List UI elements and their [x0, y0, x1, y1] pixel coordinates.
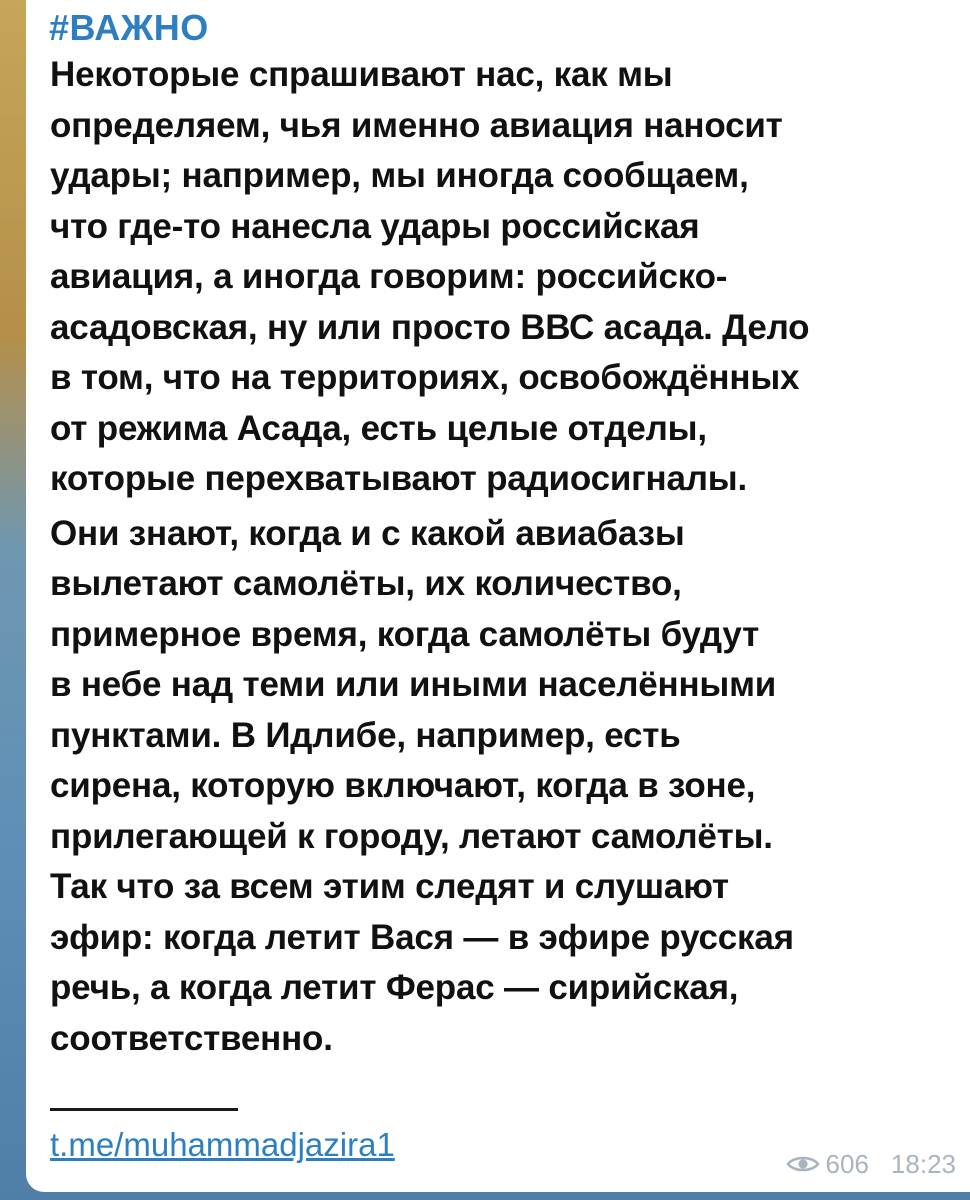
text-line: авиация, а иногда говорим: российско- [50, 257, 728, 296]
text-line: Они знают, когда и с какой авиабазы [50, 513, 685, 553]
text-line: сирена, которую включают, когда в зоне, [50, 766, 756, 805]
text-line: которые перехватывают радиосигналы. [50, 459, 747, 498]
text-line: пунктами. В Идлибе, например, есть [50, 715, 681, 755]
message-bubble [26, 0, 970, 1192]
channel-link[interactable]: t.me/muhammadjazira1 [50, 1126, 395, 1163]
message-paragraph-2 [50, 509, 946, 1065]
text-line: Некоторые спрашивают нас, как мы [50, 55, 673, 94]
text-line: соответственно. [50, 1018, 333, 1058]
text-line: в том, что на территориях, освобождённых [50, 358, 800, 397]
message-time: 18:23 [890, 1149, 956, 1179]
text-line: в небе над теми или иными населёнными [50, 665, 777, 704]
text-line: прилегающей к городу, летают самолёты. [50, 816, 773, 856]
text-line: вылетают самолёты, их количество, [50, 564, 682, 603]
text-line: речь, а когда летит Ферас — сирийская, [50, 968, 739, 1007]
hashtag-link[interactable]: #ВАЖНО [49, 7, 209, 48]
eye-icon [786, 1154, 820, 1174]
signature-divider [50, 1108, 238, 1111]
views-count: 606 [825, 1149, 869, 1179]
text-line: асадовская, ну или просто ВВС асада. Дело [50, 307, 810, 347]
text-line: от режима Асада, есть целые отделы, [50, 408, 707, 448]
text-line: удары; например, мы иногда сообщаем, [50, 156, 749, 195]
text-line: определяем, чья именно авиация наносит [50, 105, 783, 145]
text-line: примерное время, когда самолёты будут [50, 614, 760, 654]
message-paragraph-1 [50, 50, 946, 505]
message-meta [786, 1149, 956, 1179]
text-line: эфир: когда летит Вася — в эфире русская [50, 917, 794, 957]
text-line: что где-то нанесла удары российская [50, 206, 700, 246]
text-line: Так что за всем этим следят и слушают [50, 867, 729, 906]
